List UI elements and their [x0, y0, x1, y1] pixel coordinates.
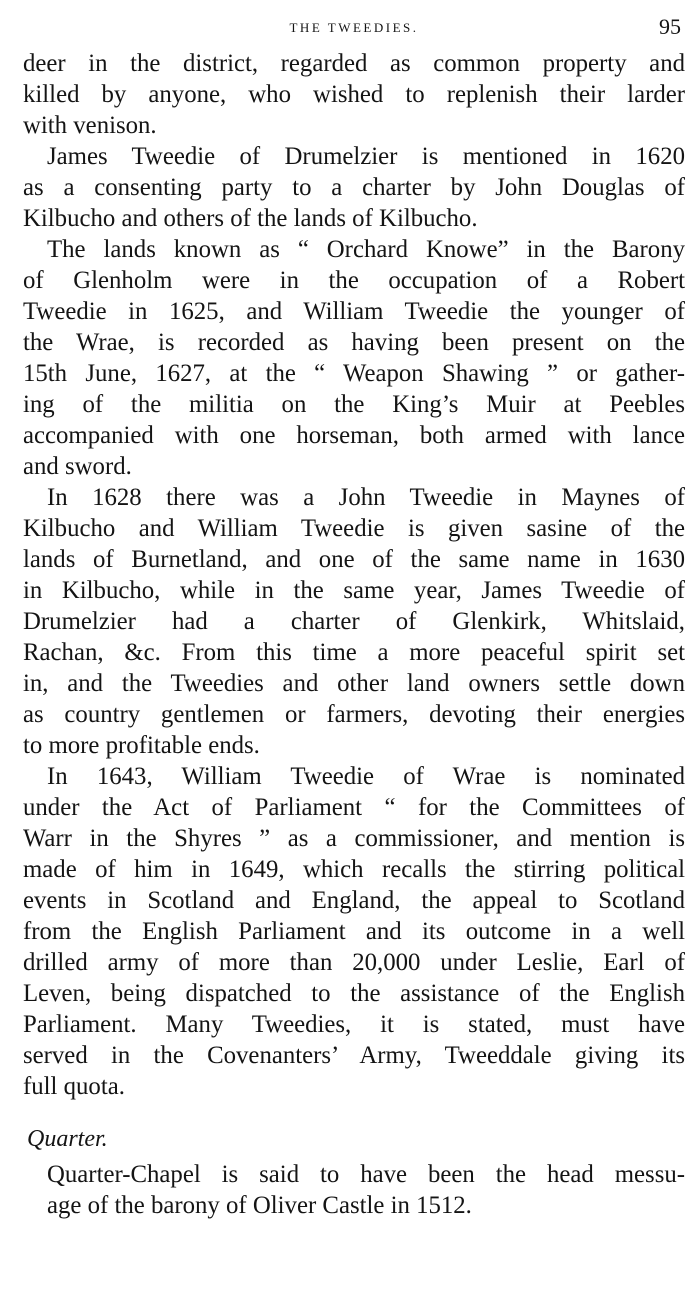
running-header: [23, 14, 685, 40]
text-line: of Glenholm were in the occupation of a Robert: [23, 267, 685, 294]
paragraph-orchard-knowe: [23, 234, 685, 482]
text-line: with venison.: [23, 112, 157, 139]
text-line: The lands known as “ Orchard Knowe” in the Barony: [47, 236, 685, 263]
text-line: accompanied with one horseman, both armed with lance: [23, 422, 685, 449]
text-line: In 1643, William Tweedie of Wrae is nominated: [47, 763, 685, 790]
paragraph-continuation: [23, 48, 685, 141]
text-line: served in the Covenanters’ Army, Tweeddale giving its: [23, 1042, 685, 1069]
text-line: Drumelzier had a charter of Glenkirk, Whitslaid,: [23, 608, 685, 635]
text-line: Tweedie in 1625, and William Tweedie the younger of: [23, 298, 685, 325]
book-page: [23, 14, 685, 1221]
text-line: events in Scotland and England, the appeal to Scotland: [23, 887, 685, 914]
text-line: to more profitable ends.: [23, 732, 260, 759]
body-text: [23, 48, 685, 1221]
paragraph-1628: [23, 482, 685, 761]
text-line: age of the barony of Oliver Castle in 1512.: [47, 1192, 472, 1219]
paragraph-drumelzier-1620: [23, 141, 685, 234]
section-heading-quarter: Quarter.: [27, 1126, 108, 1152]
text-line: 15th June, 1627, at the “ Weapon Shawing ” or gather-: [23, 360, 685, 387]
text-line: as a consenting party to a charter by John Douglas of: [23, 174, 685, 201]
text-line: the Wrae, is recorded as having been present on the: [23, 329, 685, 356]
text-line: Kilbucho and others of the lands of Kilbucho.: [23, 205, 478, 232]
text-line: in Kilbucho, while in the same year, James Tweedie of: [23, 577, 685, 604]
text-line: full quota.: [23, 1073, 125, 1100]
text-line: in, and the Tweedies and other land owners settle down: [23, 670, 685, 697]
text-line: and sword.: [23, 453, 132, 480]
paragraph-1643: [23, 761, 685, 1102]
text-line: Kilbucho and William Tweedie is given sasine of the: [23, 515, 685, 542]
paragraph-quarter-chapel: [23, 1159, 685, 1221]
text-line: made of him in 1649, which recalls the stirring political: [23, 856, 685, 883]
text-line: In 1628 there was a John Tweedie in Maynes of: [47, 484, 685, 511]
text-line: lands of Burnetland, and one of the same name in 1630: [23, 546, 685, 573]
text-line: Parliament. Many Tweedies, it is stated, must have: [23, 1011, 685, 1038]
text-line: James Tweedie of Drumelzier is mentioned in 1620: [47, 143, 685, 170]
text-line: Rachan, &c. From this time a more peaceful spirit set: [23, 639, 685, 666]
text-line: under the Act of Parliament “ for the Committees of: [23, 794, 685, 821]
text-line: deer in the district, regarded as common property and: [23, 50, 685, 77]
text-line: killed by anyone, who wished to replenish their larder: [23, 81, 685, 108]
text-line: drilled army of more than 20,000 under Leslie, Earl of: [23, 949, 685, 976]
running-title: THE TWEEDIES.: [289, 20, 419, 35]
text-line: Warr in the Shyres ” as a commissioner, and mention is: [23, 825, 685, 852]
page-number: 95: [659, 14, 681, 39]
text-line: ing of the militia on the King’s Muir at Peebles: [23, 391, 685, 418]
text-line: as country gentlemen or farmers, devoting their energies: [23, 701, 685, 728]
text-line: Quarter-Chapel is said to have been the head messu-: [47, 1161, 685, 1188]
text-line: from the English Parliament and its outcome in a well: [23, 918, 685, 945]
text-line: Leven, being dispatched to the assistance of the English: [23, 980, 685, 1007]
